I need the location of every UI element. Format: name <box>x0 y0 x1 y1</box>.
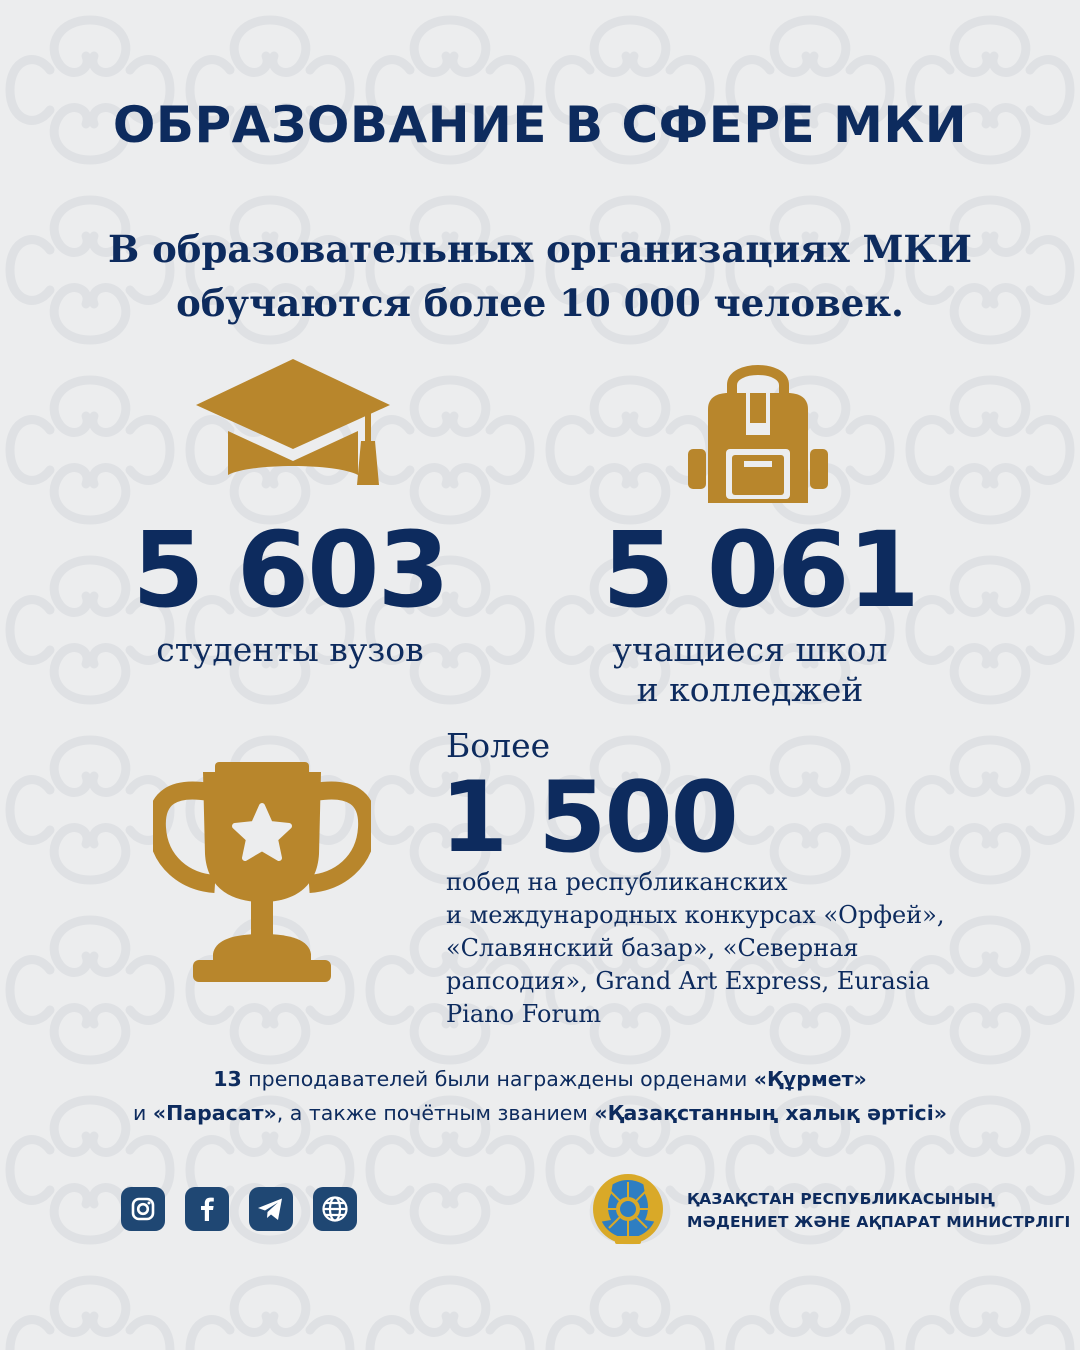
victories-desc-line: «Славянский базар», «Северная <box>446 934 859 962</box>
stat-schools-value: 5 061 <box>602 509 918 631</box>
awards-line-2 <box>0 1096 1080 1130</box>
telegram-icon[interactable] <box>249 1187 293 1231</box>
facebook-icon[interactable] <box>185 1187 229 1231</box>
intro-text <box>0 222 1080 330</box>
awards-text-2: , а также почётным званием <box>276 1101 595 1125</box>
intro-line-2: обучаются более 10 000 человек. <box>176 281 904 325</box>
graduation-cap-icon <box>190 357 396 491</box>
stat-victories-value: 1 500 <box>440 761 737 875</box>
stat-university-label <box>110 630 470 670</box>
stat-victories-description <box>446 866 945 1031</box>
honorary-title: «Қазақстанның халық әртісі» <box>594 1101 947 1125</box>
awards-text <box>0 1062 1080 1130</box>
state-emblem-icon <box>591 1172 665 1246</box>
instagram-icon[interactable] <box>121 1187 165 1231</box>
victories-desc-line: побед на республиканских <box>446 868 788 896</box>
ministry-name <box>687 1188 1070 1234</box>
victories-desc-line: Piano Forum <box>446 1000 602 1028</box>
stat-university-value: 5 603 <box>132 509 448 631</box>
backpack-icon <box>688 357 828 507</box>
victories-desc-line: рапсодия», Grand Art Express, Eurasia <box>446 967 930 995</box>
ministry-line-1: ҚАЗАҚСТАН РЕСПУБЛИКАСЫНЫҢ <box>687 1190 996 1208</box>
stat-schools-label <box>560 630 940 710</box>
schools-label-line-2: и колледжей <box>636 670 864 709</box>
awards-count: 13 <box>213 1067 242 1091</box>
trophy-icon <box>153 758 371 986</box>
schools-label-line-1: учащиеся школ <box>612 630 888 669</box>
order-kurmet: «Құрмет» <box>753 1067 867 1091</box>
stat-victories-prefix: Более <box>446 726 551 765</box>
ministry-line-2: МӘДЕНИЕТ ЖӘНЕ АҚПАРАТ МИНИСТРЛІГІ <box>687 1213 1071 1231</box>
awards-line-1 <box>0 1062 1080 1096</box>
awards-line2-start: и <box>133 1101 153 1125</box>
university-label-text: студенты вузов <box>156 630 424 669</box>
order-parasat: «Парасат» <box>152 1101 277 1125</box>
victories-desc-line: и международных конкурсах «Орфей», <box>446 901 945 929</box>
page-title: ОБРАЗОВАНИЕ В СФЕРЕ МКИ <box>112 96 968 154</box>
globe-icon[interactable] <box>313 1187 357 1231</box>
awards-text-1: преподавателей были награждены орденами <box>241 1067 754 1091</box>
intro-line-1: В образовательных организациях МКИ <box>107 227 973 271</box>
